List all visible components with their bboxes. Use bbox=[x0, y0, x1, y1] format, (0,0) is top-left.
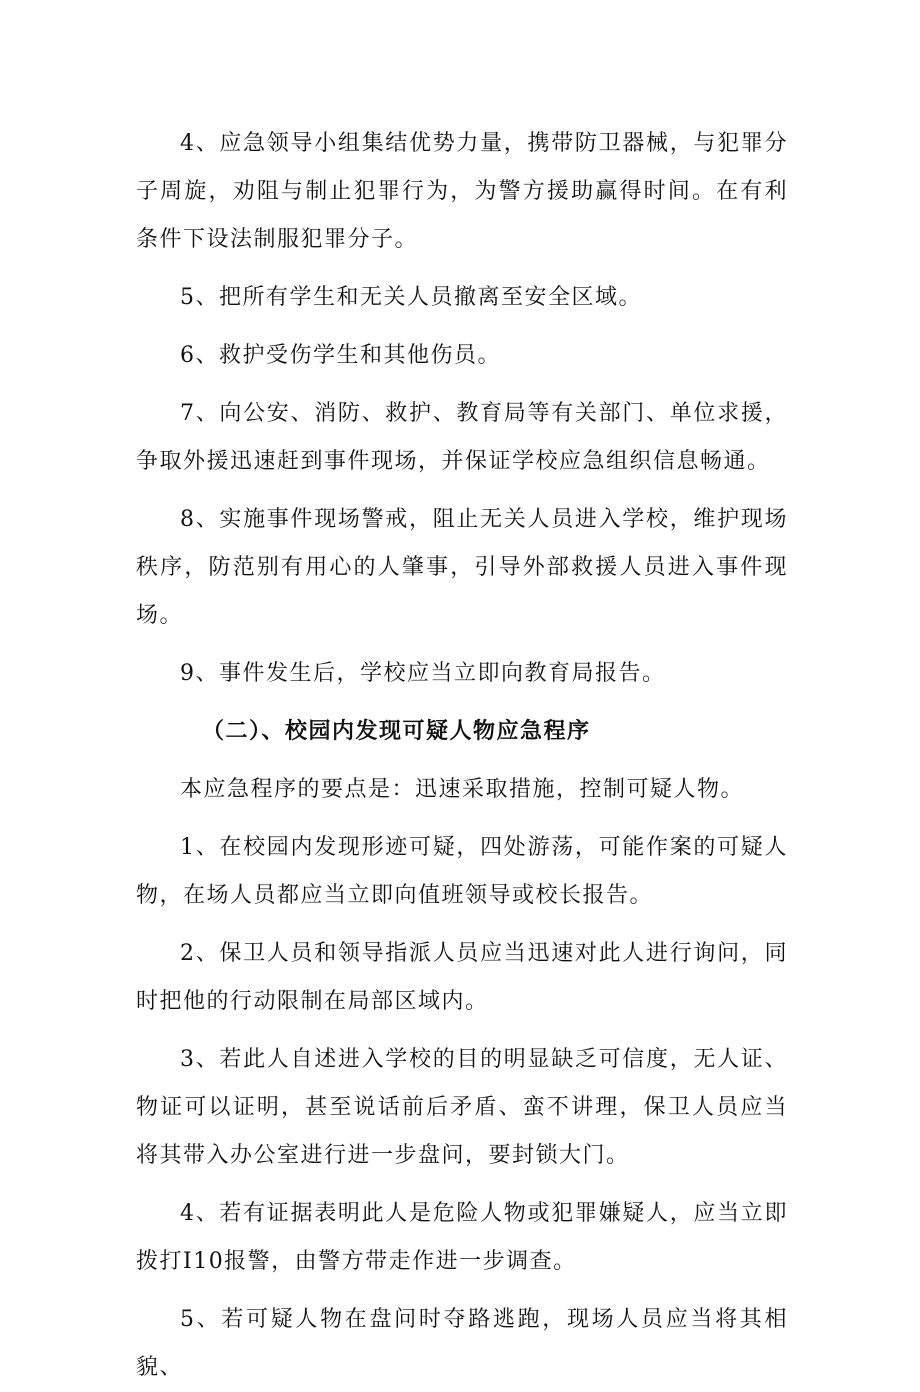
procedure-item-3: 3、若此人自述进入学校的目的明显缺乏可信度，无人证、物证可以证明，甚至说话前后矛盾、蛮不讲理，保卫人员应当将其带入办公室进行进一步盘问，要封锁大门。 bbox=[136, 1047, 788, 1168]
paragraph-item-4: 4、应急领导小组集结优势力量，携带防卫器械，与犯罪分子周旋，劝阻与制止犯罪行为，为警方援助赢得时间。在有利条件下设法制服犯罪分子。 bbox=[136, 131, 788, 252]
document-body bbox=[136, 120, 788, 1392]
paragraph-item-7: 7、向公安、消防、救护、教育局等有关部门、单位求援，争取外援迅速赶到事件现场，并保证学校应急组织信息畅通。 bbox=[136, 401, 788, 474]
section-summary: 本应急程序的要点是：迅速采取措施，控制可疑人物。 bbox=[180, 777, 745, 802]
paragraph-item-9: 9、事件发生后，学校应当立即向教育局报告。 bbox=[180, 661, 666, 686]
procedure-item-4: 4、若有证据表明此人是危险人物或犯罪嫌疑人，应当立即拨打I10报警，由警方带走作进一步调查。 bbox=[136, 1201, 788, 1274]
paragraph-item-8: 8、实施事件现场警戒，阻止无关人员进入学校，维护现场秩序，防范别有用心的人肇事，引导外部救援人员进入事件现场。 bbox=[136, 507, 788, 628]
procedure-item-2: 2、保卫人员和领导指派人员应当迅速对此人进行询问，同时把他的行动限制在局部区域内。 bbox=[136, 941, 788, 1014]
procedure-item-5: 5、若可疑人物在盘问时夺路逃跑，现场人员应当将其相貌、 bbox=[136, 1307, 788, 1380]
procedure-item-1: 1、在校园内发现形迹可疑，四处游荡，可能作案的可疑人物，在场人员都应当立即向值班领导或校长报告。 bbox=[136, 835, 788, 908]
paragraph-item-6: 6、救护受伤学生和其他伤员。 bbox=[180, 343, 501, 368]
paragraph-item-5: 5、把所有学生和无关人员撤离至安全区域。 bbox=[180, 285, 642, 310]
section-heading: （二）、校园内发现可疑人物应急程序 bbox=[202, 719, 591, 744]
